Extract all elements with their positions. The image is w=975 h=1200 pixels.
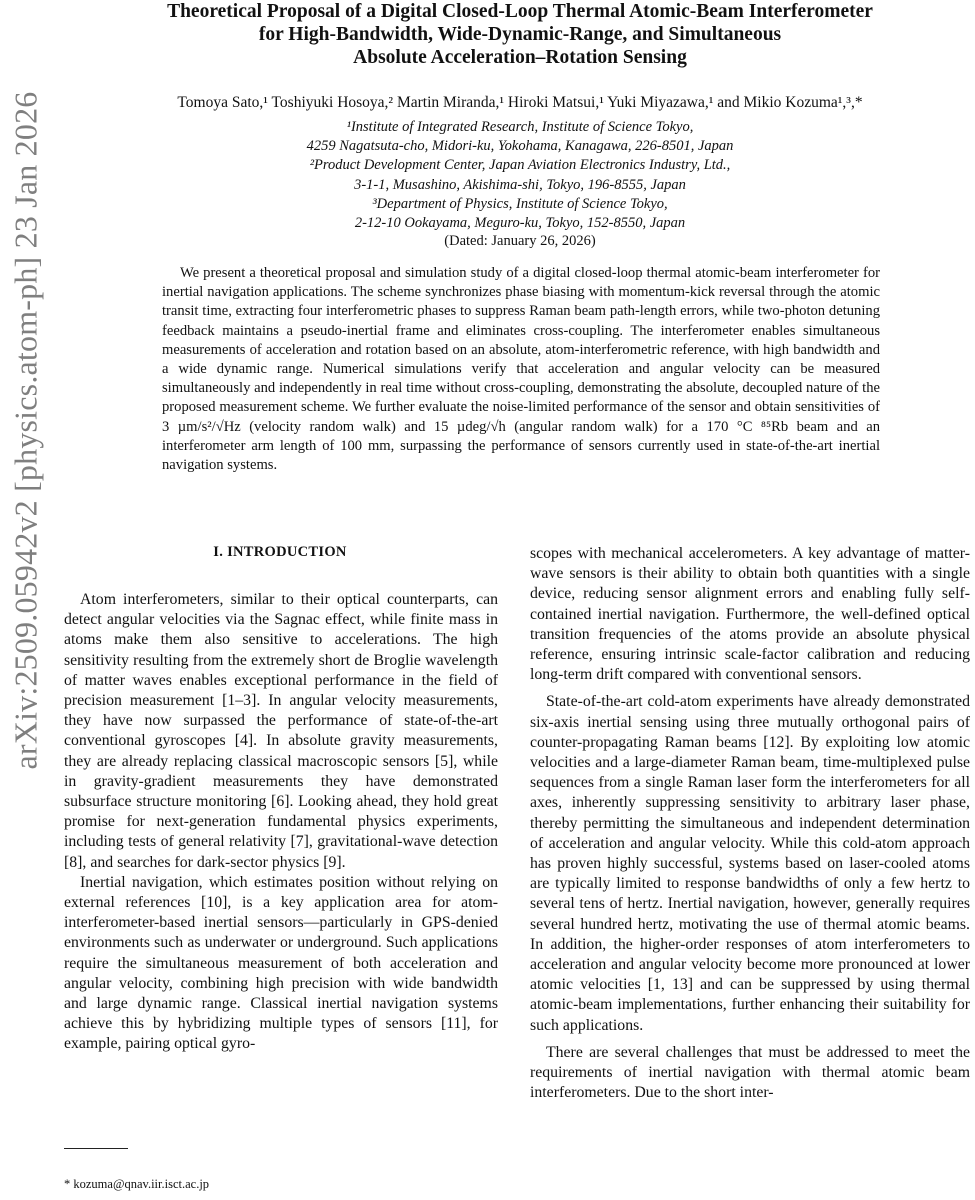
affiliations	[60, 118, 975, 233]
section-heading-introduction: I. INTRODUCTION	[213, 544, 347, 560]
affiliation-line-5: ³Department of Physics, Institute of Science Tokyo,	[372, 195, 668, 212]
abstract: We present a theoretical proposal and simulation study of a digital closed-loop thermal atomic-beam interferometer for inertial navigation applications. The scheme synchronizes phase biasing with momentum-kick reversal through the atomic transit time, extracting four interferometric phases to suppress Raman beam path-length errors, while two-photon detuning feedback maintains a pseudo-inertial frame and eliminates cross-coupling. The interferometer enables simultaneous measurements of acceleration and rotation based on an absolute, atom-interferometric reference, with high bandwidth and a wide dynamic range. Numerical simulations verify that acceleration and angular velocity can be measured simultaneously and independently in real time without cross-coupling, demonstrating the absolute, decoupled nature of the proposed measurement scheme. We further evaluate the noise-limited performance of the sensor and obtain sensitivities of 3 µm/s²/√Hz (velocity random walk) and 15 µdeg/√h (angular random walk) for a 170 °C ⁸⁵Rb beam and an interferometer arm length of 100 mm, surpassing the performance of sensors currently used in state-of-the-art inertial navigation systems.	[162, 265, 880, 474]
intro-paragraph-4: There are several challenges that must be addressed to meet the requirements of inertial navigation with thermal atomic beam interferometers. Due to the short inter-	[530, 1043, 970, 1102]
corresponding-author-footnote: * kozuma@qnav.iir.isct.ac.jp	[64, 1177, 210, 1191]
arxiv-identifier: arXiv:2509.05942v2 [physics.atom-ph] 23 Jan 2026	[7, 91, 44, 769]
affiliation-line-3: ²Product Development Center, Japan Aviation Electronics Industry, Ltd.,	[309, 157, 731, 174]
title-line-1: Theoretical Proposal of a Digital Closed-Loop Thermal Atomic-Beam Interferometer	[167, 1, 873, 22]
intro-paragraph-1: Atom interferometers, similar to their optical counterparts, can detect angular velocities via the Sagnac effect, while finite mass in atoms make them also sensitive to accelerations. The high sensitivity resulting from the extremely short de Broglie wavelength of matter waves enables exceptional performance in the field of precision measurement [1–3]. In angular velocity measurements, they have now surpassed the performance of state-of-the-art conventional gyroscopes [4]. In absolute gravity measurements, they are already replacing classical macroscopic sensors [5], while in gravity-gradient measurements they have demonstrated subsurface structure monitoring [6]. Looking ahead, they hold great promise for next-generation fundamental physics experiments, including tests of general relativity [7], gravitational-wave detection [8], and searches for dark-sector physics [9].	[64, 591, 498, 871]
affiliation-line-4: 3-1-1, Musashino, Akishima-shi, Tokyo, 196-8555, Japan	[354, 176, 686, 193]
paper-title	[60, 0, 975, 69]
right-column	[530, 544, 970, 1103]
title-line-3: Absolute Acceleration–Rotation Sensing	[353, 47, 687, 68]
left-column	[64, 590, 498, 1055]
title-line-2: for High-Bandwidth, Wide-Dynamic-Range, and Simultaneous	[258, 24, 782, 45]
intro-paragraph-2: Inertial navigation, which estimates position without relying on external references [10], is a key application area for atom-interferometer-based inertial sensors—particularly in GPS-denied environments such as underwater or underground. Such applications require the simultaneous measurement of both acceleration and angular velocity, combining high precision with wide bandwidth and large dynamic range. Classical inertial navigation systems achieve this by hybridizing multiple types of sensors [11], for example, pairing optical gyro-	[64, 873, 498, 1053]
affiliation-line-1: ¹Institute of Integrated Research, Institute of Science Tokyo,	[346, 119, 694, 135]
intro-paragraph-2-continued: scopes with mechanical accelerometers. A key advantage of matter-wave sensors is their ability to obtain both quantities with a single device, reducing sensor alignment errors and enabling fully self-contained inertial navigation. Furthermore, the well-defined optical transition frequencies of the atoms provide an absolute physical reference, ensuring intrinsic scale-factor calibration and reducing long-term drift compared with conventional sensors.	[530, 545, 970, 684]
intro-paragraph-3: State-of-the-art cold-atom experiments have already demonstrated six-axis inertial sensing using three mutually orthogonal pairs of counter-propagating Raman beams [12]. By exploiting low atomic velocities and a large-diameter Raman beam, time-multiplexed pulse sequences from a single Raman laser form the interferometers for all axes, inherently suppressing sensitivity to arbitrary laser phase, thereby permitting the simultaneous and independent determination of acceleration and angular velocity. While this cold-atom approach has proven highly successful, systems based on laser-cooled atoms are typically limited to response bandwidths of only a few hertz to several tens of hertz. Inertial navigation, however, generally requires several hundred hertz, motivating the use of thermal atomic beams. In addition, the higher-order responses of atom interferometers to acceleration and angular velocity become more pronounced at lower atomic velocities [1, 13] and can be suppressed by using thermal atomic-beam implementations, further enhancing their suitability for such applications.	[530, 693, 970, 1034]
arxiv-sidebar	[0, 91, 54, 769]
affiliation-line-6: 2-12-10 Ookayama, Meguro-ku, Tokyo, 152-8550, Japan	[354, 215, 686, 232]
footnote-rule	[64, 1148, 128, 1149]
affiliation-line-2: 4259 Nagatsuta-cho, Midori-ku, Yokohama, Kanagawa, 226-8501, Japan	[306, 138, 734, 155]
author-list: Tomoya Sato,¹ Toshiyuki Hosoya,² Martin Miranda,¹ Hiroki Matsui,¹ Yuki Miyazawa,¹ and Mikio Kozuma¹,³,*	[177, 94, 863, 111]
date-line: (Dated: January 26, 2026)	[444, 233, 596, 249]
